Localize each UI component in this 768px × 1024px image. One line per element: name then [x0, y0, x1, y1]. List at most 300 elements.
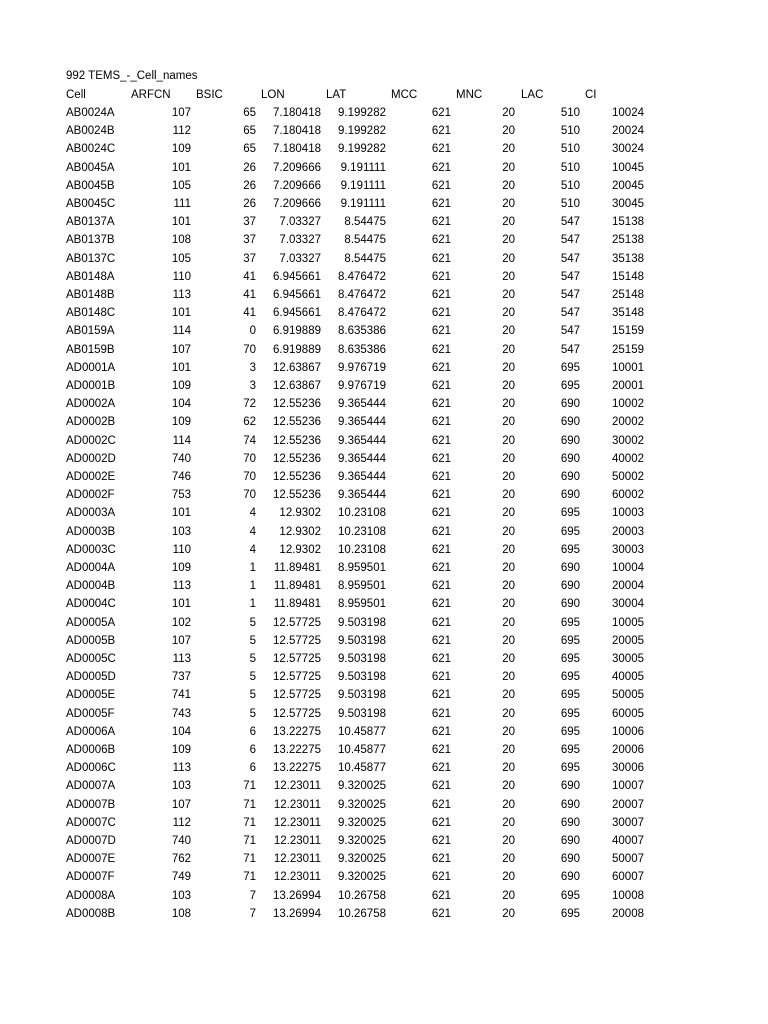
cell-mnc: 20	[502, 143, 515, 156]
cell-mnc: 20	[502, 307, 515, 320]
cell-lac: 510	[560, 107, 580, 119]
cell-lat: 9.191111	[340, 179, 386, 192]
cell-lon: 12.55236	[273, 452, 321, 465]
cell-ci: 15148	[612, 270, 644, 283]
cell-lon: 13.26994	[273, 889, 321, 902]
cell-cell: AD0002B	[66, 416, 116, 429]
cell-arfcn: 110	[172, 543, 191, 556]
cell-mcc: 621	[431, 780, 451, 793]
cell-lat: 9.320025	[338, 835, 386, 847]
cell-lat: 9.365444	[338, 489, 386, 502]
cell-lon: 7.180418	[273, 125, 321, 138]
cell-lac: 690	[560, 816, 580, 829]
cell-cell: AB0024C	[66, 143, 116, 156]
cell-ci: 40005	[612, 671, 644, 684]
table-row	[0, 686, 768, 704]
cell-mcc: 621	[431, 707, 451, 720]
cell-mcc: 621	[431, 853, 451, 866]
cell-mcc: 621	[431, 598, 451, 611]
cell-cell: AD0007F	[66, 871, 115, 884]
cell-ci: 15138	[612, 216, 644, 229]
cell-lon: 7.180418	[273, 107, 321, 119]
cell-arfcn: 109	[171, 562, 191, 574]
cell-lon: 11.89481	[273, 580, 321, 593]
cell-bsic: 71	[243, 816, 256, 829]
cell-lat: 8.54475	[344, 216, 386, 229]
cell-lat: 9.503198	[338, 653, 386, 665]
cell-ci: 15159	[612, 325, 644, 338]
cell-lon: 11.89481	[273, 598, 321, 611]
cell-mcc: 621	[431, 507, 451, 520]
table-row	[0, 614, 768, 632]
cell-lac: 690	[560, 853, 580, 866]
cell-lat: 8.959501	[338, 580, 386, 593]
cell-mcc: 621	[431, 452, 451, 465]
table-row	[0, 231, 768, 249]
table-row	[0, 213, 768, 231]
cell-lon: 7.209666	[273, 179, 321, 192]
cell-lon: 6.945661	[273, 270, 321, 283]
cell-lat: 10.26758	[338, 907, 386, 920]
cell-cell: AD0002A	[66, 398, 116, 411]
cell-cell: AB0148B	[66, 289, 115, 301]
cell-arfcn: 740	[171, 452, 191, 465]
cell-lat: 9.199282	[338, 107, 386, 119]
cell-arfcn: 101	[171, 507, 191, 520]
table-row	[0, 559, 768, 577]
cell-bsic: 41	[243, 289, 256, 301]
cell-cell: AB0159A	[66, 325, 115, 338]
cell-mcc: 621	[431, 179, 451, 192]
cell-ci: 10001	[612, 361, 644, 374]
cell-cell: AD0005E	[66, 689, 116, 702]
cell-lat: 9.503198	[338, 689, 386, 702]
cell-mnc: 20	[502, 270, 515, 283]
cell-lon: 12.57725	[273, 707, 321, 720]
cell-arfcn: 109	[171, 143, 191, 156]
cell-lac: 695	[560, 762, 580, 775]
cell-arfcn: 114	[172, 434, 191, 447]
cell-arfcn: 109	[171, 744, 191, 756]
cell-bsic: 71	[243, 853, 256, 866]
cell-lac: 547	[560, 307, 580, 320]
cell-ci: 60002	[612, 489, 644, 502]
cell-lat: 10.45877	[338, 744, 386, 756]
cell-lon: 12.23011	[273, 835, 321, 847]
cell-lon: 12.23011	[273, 798, 321, 811]
cell-bsic: 1	[249, 598, 256, 611]
cell-ci: 20003	[612, 525, 644, 538]
cell-mnc: 20	[502, 289, 515, 301]
cell-lat: 9.503198	[338, 616, 386, 629]
cell-lat: 10.26758	[338, 889, 386, 902]
table-row	[0, 104, 768, 122]
cell-lat: 10.23108	[338, 543, 386, 556]
cell-bsic: 71	[243, 780, 256, 793]
cell-mcc: 621	[431, 580, 451, 593]
cell-mnc: 20	[502, 689, 515, 702]
cell-lat: 9.320025	[338, 816, 386, 829]
cell-lon: 6.945661	[273, 289, 321, 301]
cell-mnc: 20	[502, 234, 515, 247]
cell-lon: 13.22275	[273, 744, 321, 756]
cell-ci: 30005	[612, 653, 644, 665]
cell-bsic: 37	[243, 234, 256, 247]
cell-lac: 510	[560, 179, 580, 192]
cell-lat: 8.54475	[344, 252, 386, 265]
cell-bsic: 1	[249, 562, 256, 574]
cell-lon: 12.57725	[273, 653, 321, 665]
cell-arfcn: 104	[171, 398, 191, 411]
cell-lac: 695	[560, 889, 580, 902]
cell-ci: 25148	[612, 289, 644, 301]
cell-mcc: 621	[431, 307, 451, 320]
cell-lon: 12.55236	[273, 416, 321, 429]
table-row	[0, 523, 768, 541]
cell-lon: 6.919889	[273, 325, 321, 338]
table-row	[0, 468, 768, 486]
cell-lon: 12.23011	[273, 871, 321, 884]
cell-bsic: 7	[249, 889, 256, 902]
cell-lat: 8.476472	[338, 307, 386, 320]
cell-lat: 8.635386	[338, 325, 386, 338]
cell-cell: AB0045B	[66, 179, 115, 192]
cell-mnc: 20	[502, 725, 515, 738]
cell-lon: 7.209666	[273, 198, 321, 210]
cell-cell: AD0003A	[66, 507, 116, 520]
cell-lon: 12.23011	[273, 816, 321, 829]
cell-cell: AD0005F	[66, 707, 115, 720]
cell-lac: 695	[560, 725, 580, 738]
cell-cell: AD0002F	[66, 489, 115, 502]
cell-mcc: 621	[431, 543, 451, 556]
cell-mcc: 621	[431, 762, 451, 775]
cell-cell: AD0007E	[66, 853, 116, 866]
cell-arfcn: 113	[172, 653, 191, 665]
cell-lat: 9.976719	[338, 380, 386, 392]
cell-arfcn: 103	[171, 780, 191, 793]
cell-mcc: 621	[431, 725, 451, 738]
cell-cell: AB0045A	[66, 161, 115, 174]
cell-mnc: 20	[502, 398, 515, 411]
cell-lon: 12.57725	[273, 689, 321, 702]
cell-ci: 20004	[612, 580, 644, 593]
cell-bsic: 70	[243, 471, 256, 483]
column-header-lon: LON	[261, 89, 285, 101]
table-row	[0, 250, 768, 268]
cell-mcc: 621	[431, 434, 451, 447]
table-row	[0, 832, 768, 850]
table-row	[0, 341, 768, 359]
cell-arfcn: 107	[171, 107, 191, 119]
cell-cell: AB0024B	[66, 125, 115, 138]
table-row	[0, 413, 768, 431]
cell-arfcn: 107	[171, 634, 191, 647]
cell-bsic: 41	[243, 307, 256, 320]
cell-bsic: 65	[243, 143, 256, 156]
cell-bsic: 5	[249, 616, 256, 629]
cell-bsic: 70	[243, 452, 256, 465]
cell-ci: 10003	[612, 507, 644, 520]
table-row	[0, 122, 768, 140]
cell-mnc: 20	[502, 361, 515, 374]
cell-lac: 547	[560, 325, 580, 338]
column-header-mnc: MNC	[456, 89, 483, 101]
cell-mcc: 621	[431, 343, 451, 356]
cell-cell: AD0004A	[66, 562, 116, 574]
cell-cell: AD0007A	[66, 780, 116, 793]
cell-mcc: 621	[431, 416, 451, 429]
cell-bsic: 74	[243, 434, 256, 447]
cell-arfcn: 113	[172, 289, 191, 301]
cell-lat: 8.476472	[338, 289, 386, 301]
table-row	[0, 359, 768, 377]
cell-arfcn: 101	[171, 161, 191, 174]
cell-mcc: 621	[431, 471, 451, 483]
cell-cell: AD0006A	[66, 725, 116, 738]
cell-cell: AB0024A	[66, 107, 115, 119]
cell-mnc: 20	[502, 125, 515, 138]
cell-lat: 9.199282	[338, 125, 386, 138]
cell-ci: 10005	[612, 616, 644, 629]
cell-ci: 10024	[612, 107, 644, 119]
cell-cell: AB0148A	[66, 270, 115, 283]
cell-arfcn: 101	[171, 216, 191, 229]
cell-arfcn: 743	[171, 707, 191, 720]
column-header-arfcn: ARFCN	[131, 89, 171, 101]
table-row	[0, 541, 768, 559]
cell-lon: 7.03327	[279, 252, 321, 265]
cell-lat: 9.320025	[338, 798, 386, 811]
cell-cell: AD0006B	[66, 744, 116, 756]
cell-mnc: 20	[502, 762, 515, 775]
cell-lon: 13.22275	[273, 762, 321, 775]
cell-arfcn: 753	[171, 489, 191, 502]
table-row	[0, 796, 768, 814]
table-row	[0, 850, 768, 868]
cell-lat: 9.503198	[338, 671, 386, 684]
cell-mcc: 621	[431, 398, 451, 411]
header-row	[0, 86, 768, 104]
cell-mcc: 621	[431, 289, 451, 301]
cell-ci: 10002	[612, 398, 644, 411]
cell-mnc: 20	[502, 562, 515, 574]
cell-cell: AD0001A	[66, 361, 116, 374]
cell-lon: 12.57725	[273, 634, 321, 647]
column-header-ci: CI	[585, 89, 597, 101]
table-row	[0, 905, 768, 923]
cell-ci: 20006	[612, 744, 644, 756]
table-row	[0, 759, 768, 777]
cell-lac: 695	[560, 616, 580, 629]
cell-cell: AD0003B	[66, 525, 116, 538]
table-row	[0, 432, 768, 450]
cell-mnc: 20	[502, 780, 515, 793]
cell-lac: 695	[560, 525, 580, 538]
cell-bsic: 3	[249, 361, 256, 374]
cell-ci: 10006	[612, 725, 644, 738]
table-row	[0, 286, 768, 304]
table-row	[0, 814, 768, 832]
cell-bsic: 1	[249, 580, 256, 593]
cell-arfcn: 102	[171, 616, 191, 629]
cell-lac: 695	[560, 689, 580, 702]
cell-arfcn: 109	[171, 380, 191, 392]
cell-mcc: 621	[431, 562, 451, 574]
cell-ci: 20024	[612, 125, 644, 138]
cell-arfcn: 737	[171, 671, 191, 684]
cell-lac: 547	[560, 252, 580, 265]
cell-lon: 7.209666	[273, 161, 321, 174]
cell-cell: AD0008B	[66, 907, 116, 920]
cell-bsic: 41	[243, 270, 256, 283]
cell-mnc: 20	[502, 816, 515, 829]
cell-cell: AD0002C	[66, 434, 116, 447]
cell-bsic: 72	[243, 398, 256, 411]
cell-cell: AD0007C	[66, 816, 116, 829]
cell-mnc: 20	[502, 671, 515, 684]
cell-lac: 695	[560, 507, 580, 520]
cell-cell: AD0008A	[66, 889, 116, 902]
cell-lon: 13.26994	[273, 907, 321, 920]
cell-mnc: 20	[502, 107, 515, 119]
cell-mcc: 621	[431, 252, 451, 265]
cell-mnc: 20	[502, 598, 515, 611]
cell-arfcn: 762	[171, 853, 191, 866]
cell-lac: 690	[560, 780, 580, 793]
cell-mcc: 621	[431, 871, 451, 884]
table-row	[0, 504, 768, 522]
cell-ci: 50005	[612, 689, 644, 702]
cell-cell: AB0137B	[66, 234, 115, 247]
cell-ci: 60005	[612, 707, 644, 720]
cell-ci: 20007	[612, 798, 644, 811]
cell-cell: AB0148C	[66, 307, 116, 320]
cell-lat: 9.320025	[338, 853, 386, 866]
table-row	[0, 705, 768, 723]
cell-cell: AD0003C	[66, 543, 116, 556]
cell-lon: 12.55236	[273, 489, 321, 502]
cell-ci: 50007	[612, 853, 644, 866]
cell-lac: 695	[560, 907, 580, 920]
cell-bsic: 5	[249, 634, 256, 647]
cell-bsic: 71	[243, 835, 256, 847]
table-row	[0, 304, 768, 322]
cell-mcc: 621	[431, 489, 451, 502]
cell-bsic: 70	[243, 343, 256, 356]
cell-lon: 7.03327	[279, 234, 321, 247]
cell-cell: AD0002E	[66, 471, 116, 483]
cell-mnc: 20	[502, 198, 515, 210]
cell-lat: 9.365444	[338, 471, 386, 483]
cell-bsic: 26	[243, 198, 256, 210]
cell-lon: 12.55236	[273, 398, 321, 411]
cell-lon: 12.23011	[273, 853, 321, 866]
cell-lon: 12.9302	[279, 525, 321, 538]
cell-bsic: 6	[249, 725, 256, 738]
cell-lac: 695	[560, 744, 580, 756]
cell-lac: 695	[560, 543, 580, 556]
cell-mnc: 20	[502, 907, 515, 920]
table-row	[0, 268, 768, 286]
cell-mcc: 621	[431, 325, 451, 338]
cell-arfcn: 105	[171, 252, 191, 265]
cell-lon: 6.945661	[273, 307, 321, 320]
cell-mcc: 621	[431, 889, 451, 902]
table-row	[0, 177, 768, 195]
table-row	[0, 377, 768, 395]
cell-lac: 690	[560, 434, 580, 447]
cell-ci: 40002	[612, 452, 644, 465]
cell-cell: AB0137A	[66, 216, 115, 229]
cell-mnc: 20	[502, 507, 515, 520]
cell-lat: 9.191111	[340, 198, 386, 210]
cell-mcc: 621	[431, 653, 451, 665]
cell-mcc: 621	[431, 361, 451, 374]
cell-bsic: 71	[243, 798, 256, 811]
cell-mnc: 20	[502, 179, 515, 192]
cell-bsic: 6	[249, 744, 256, 756]
column-header-lac: LAC	[521, 89, 544, 101]
cell-lon: 12.55236	[273, 434, 321, 447]
cell-mnc: 20	[502, 380, 515, 392]
cell-mcc: 621	[431, 798, 451, 811]
cell-lon: 12.63867	[273, 380, 321, 392]
cell-bsic: 5	[249, 671, 256, 684]
cell-arfcn: 107	[171, 798, 191, 811]
cell-mcc: 621	[431, 835, 451, 847]
cell-lac: 690	[560, 835, 580, 847]
cell-arfcn: 111	[173, 198, 191, 210]
cell-lon: 12.57725	[273, 671, 321, 684]
table-row	[0, 395, 768, 413]
cell-lac: 510	[560, 125, 580, 138]
cell-mnc: 20	[502, 543, 515, 556]
cell-cell: AB0045C	[66, 198, 116, 210]
cell-lon: 7.03327	[279, 216, 321, 229]
cell-bsic: 5	[249, 707, 256, 720]
table-row	[0, 741, 768, 759]
cell-mcc: 621	[431, 907, 451, 920]
cell-mcc: 621	[431, 143, 451, 156]
cell-ci: 50002	[612, 471, 644, 483]
cell-lon: 12.63867	[273, 361, 321, 374]
cell-bsic: 26	[243, 161, 256, 174]
cell-mnc: 20	[502, 525, 515, 538]
cell-bsic: 71	[243, 871, 256, 884]
cell-mcc: 621	[431, 125, 451, 138]
cell-lon: 6.919889	[273, 343, 321, 356]
cell-lon: 12.9302	[279, 543, 321, 556]
cell-arfcn: 746	[171, 471, 191, 483]
cell-mnc: 20	[502, 216, 515, 229]
cell-arfcn: 103	[171, 889, 191, 902]
cell-lat: 8.959501	[338, 562, 386, 574]
cell-ci: 30024	[612, 143, 644, 156]
table-row	[0, 632, 768, 650]
cell-mnc: 20	[502, 452, 515, 465]
cell-mcc: 621	[431, 671, 451, 684]
cell-ci: 60007	[612, 871, 644, 884]
cell-mnc: 20	[502, 471, 515, 483]
table-row	[0, 723, 768, 741]
cell-lon: 12.23011	[273, 780, 321, 793]
cell-bsic: 4	[249, 543, 256, 556]
cell-mnc: 20	[502, 161, 515, 174]
cell-lac: 695	[560, 707, 580, 720]
cell-lac: 547	[560, 289, 580, 301]
cell-lac: 510	[560, 161, 580, 174]
